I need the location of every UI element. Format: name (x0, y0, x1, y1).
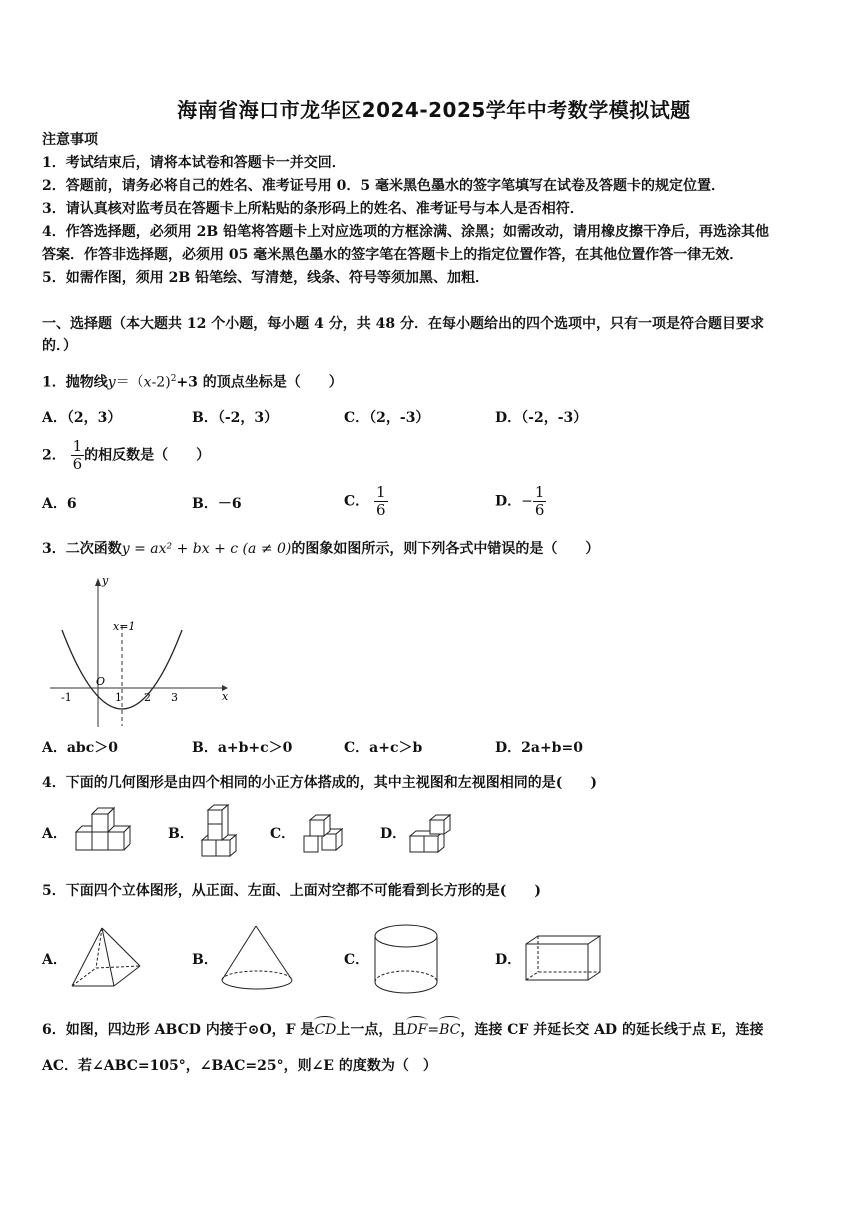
graph-axis-line-label: x=1 (113, 620, 136, 633)
q5-option-c-cylinder[interactable] (372, 922, 442, 996)
page-title: 海南省海口市龙华区2024-2025学年中考数学模拟试题 (177, 98, 691, 122)
q2-fraction (71, 438, 85, 473)
notice-item-4: 4．作答选择题，必须用 2B 铅笔将答题卡上对应选项的方框涂满、涂黑；如需改动，请用橡皮擦干净后，再选涂其他 (42, 224, 770, 240)
notice-item-1: 1．考试结束后，请将本试卷和答题卡一并交回． (42, 155, 346, 171)
q1-tail: +3 的顶点坐标是（ ） (176, 374, 343, 391)
notice-heading: 注意事项 (42, 132, 98, 148)
q2-d-den: 6 (534, 501, 545, 519)
q6-arc-bc: BC (439, 1016, 460, 1040)
graph-tick-3: 3 (171, 691, 178, 704)
q4-option-b-cubes[interactable] (200, 806, 240, 858)
parabola-graph (50, 572, 230, 732)
q2-num: 2． (42, 447, 66, 464)
q4-option-a-cubes[interactable] (74, 812, 130, 854)
q5-option-b-cone[interactable] (218, 924, 296, 992)
notice-item-4-cont: 答案．作答非选择题，必须用 05 毫米黑色墨水的签字笔在答题卡上的指定位置作答，在其他位置作答一律无效． (42, 247, 744, 263)
question-6-stem-cont: AC．若∠ABC=105°，∠BAC=25°，则∠E 的度数为（ ） (42, 1058, 437, 1074)
q2-option-d-label: D． (495, 493, 522, 510)
q2-frac-num: 1 (72, 437, 83, 455)
question-6-stem (42, 1016, 763, 1040)
q6-arc-df: DF (406, 1016, 427, 1040)
q2-c-num: 1 (376, 483, 386, 501)
question-5-stem: 5．下面四个立体图形，从正面、左面、上面对空都不可能看到长方形的是( ) (42, 883, 541, 899)
q3-option-d[interactable]: D．2a+b=0 (495, 740, 583, 756)
graph-tick-1: 1 (115, 691, 122, 704)
q2-d-num: 1 (534, 483, 545, 501)
graph-tick-2: 2 (144, 691, 151, 704)
q3-text: 的图象如图所示，则下列各式中错误的是（ ） (291, 541, 600, 557)
q2-frac-den: 6 (72, 455, 83, 473)
q2-option-d[interactable] (495, 484, 546, 519)
q4-option-b-label[interactable]: B． (168, 826, 194, 842)
q1-x: x (143, 374, 152, 391)
q2-option-c[interactable] (344, 484, 388, 519)
q4-option-a-label[interactable]: A． (42, 826, 67, 842)
q1-option-c[interactable]: C．（2，-3） (344, 410, 430, 426)
q6-arc-cd: CD (314, 1016, 336, 1040)
q1-option-b[interactable]: B．（-2，3） (192, 410, 279, 426)
q4-option-c-label[interactable]: C． (270, 826, 296, 842)
q4-option-c-cubes[interactable] (300, 812, 348, 856)
q2-c-den: 6 (376, 501, 386, 519)
q1-option-a[interactable]: A．（2，3） (42, 410, 122, 426)
q1-sup: 2 (170, 374, 177, 384)
q5-option-c-label[interactable]: C． (344, 952, 370, 968)
q5-option-a-pyramid[interactable] (70, 926, 144, 990)
graph-origin-label: O (96, 675, 106, 688)
q2-option-b[interactable]: B．－6 (192, 496, 242, 512)
q2-option-c-frac (374, 484, 388, 519)
q4-option-d-label[interactable]: D． (380, 826, 407, 842)
q5-option-d-label[interactable]: D． (495, 952, 522, 968)
q5-option-a-label[interactable]: A． (42, 952, 67, 968)
q6-part1: 6．如图，四边形 ABCD 内接于⊙O，F 是 (42, 1022, 315, 1038)
q3-formula: y = ax² + bx + c (a ≠ 0) (121, 541, 292, 557)
q3-prefix: 3．二次函数 (42, 541, 122, 557)
q2-option-d-frac (533, 484, 547, 519)
q5-option-b-label[interactable]: B． (192, 952, 218, 968)
q3-option-b[interactable]: B．a+b+c＞0 (192, 740, 293, 756)
q2-option-d-sign: − (521, 493, 533, 510)
q6-eq: = (427, 1022, 440, 1038)
q1-eq: ＝（ (115, 374, 144, 391)
q6-part2: 上一点，且 (336, 1022, 407, 1038)
q4-option-d-cubes[interactable] (408, 812, 456, 856)
q5-option-d-cuboid[interactable] (524, 934, 604, 984)
q1-option-d[interactable]: D．（-2，-3） (495, 410, 588, 426)
q2-text: 的相反数是（ ） (84, 447, 211, 464)
section-heading: 一、选择题（本大题共 12 个小题，每小题 4 分，共 48 分．在每小题给出的四个选项中，只有一项是符合题目要求 (42, 316, 764, 332)
q3-option-c[interactable]: C．a+c＞b (344, 740, 423, 756)
graph-y-label: y (102, 574, 109, 587)
q3-option-a[interactable]: A．abc＞0 (42, 740, 118, 756)
q6-part3: ，连接 CF 并延长交 AD 的延长线于点 E，连接 (460, 1022, 764, 1038)
notice-item-2: 2．答题前，请务必将自己的姓名、准考证号用 0．5 毫米黑色墨水的签字笔填写在试卷及答题卡的规定位置． (42, 178, 725, 194)
notice-item-3: 3．请认真核对监考员在答题卡上所粘贴的条形码上的姓名、准考证号与本人是否相符． (42, 201, 584, 217)
notice-item-5: 5．如需作图，须用 2B 铅笔绘、写清楚，线条、符号等须加黑、加粗． (42, 270, 490, 286)
q2-option-c-label: C． (344, 493, 370, 510)
q1-prefix: 1．抛物线 (42, 374, 108, 391)
q1-y: y (107, 374, 116, 391)
q1-rest: -2) (151, 374, 171, 391)
graph-tick-neg1: -1 (61, 691, 72, 704)
question-3-stem (42, 539, 599, 559)
question-4-stem: 4．下面的几何图形是由四个相同的小正方体搭成的，其中主视图和左视图相同的是( ) (42, 775, 597, 791)
graph-x-label: x (222, 690, 229, 703)
section-heading-cont: 的．） (42, 338, 77, 354)
question-1-stem (42, 369, 343, 393)
q2-option-a[interactable]: A．6 (42, 496, 77, 512)
question-2-stem (42, 438, 210, 473)
